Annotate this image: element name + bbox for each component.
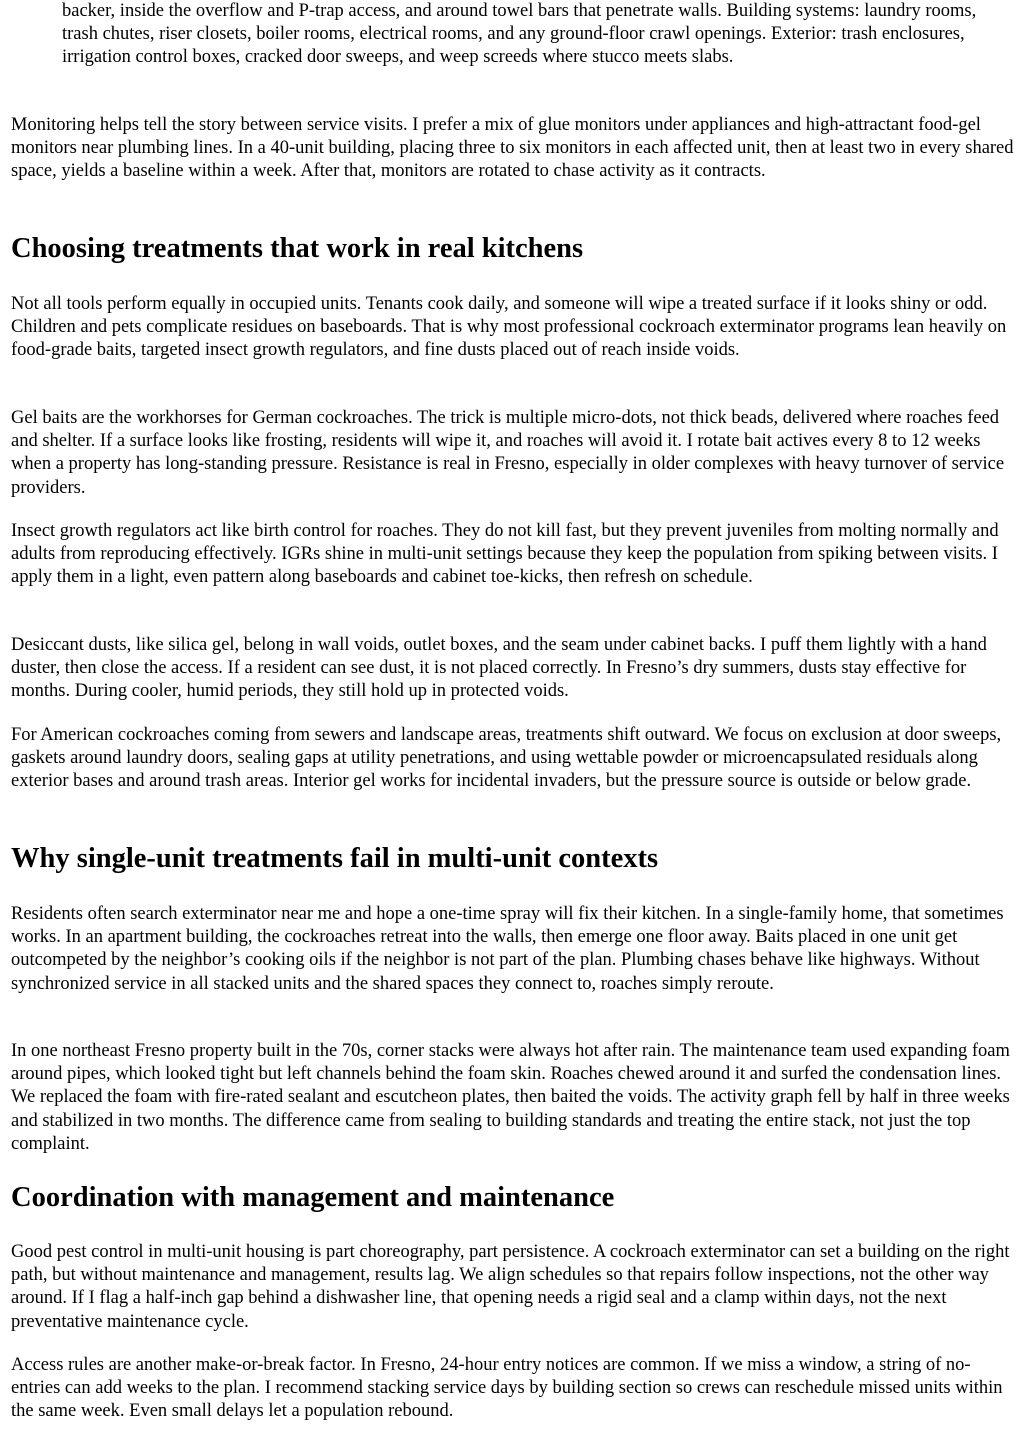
paragraph-residents-search: Residents often search exterminator near me and hope a one-time spray will fix their kitchen. In a single-family home, that sometimes works. In an apartment building, the cockroaches retreat into the walls, then emerge one floor away. Baits placed in one unit get outcompeted by the neighbor’s cooking oils if the neighbor is not part of the plan. Plumbing chases behave like highways. Without synchronized service in all stacked units and the shared spaces they connect to, roaches simply reroute. [11, 904, 1004, 994]
paragraph-monitoring: Monitoring helps tell the story between service visits. I prefer a mix of glue monitors under appliances and high-attractant food-gel monitors near plumbing lines. In a 40-unit building, placing three to six monitors in each affected unit, then at least two in every shared space, yields a baseline within a week. After that, monitors are rotated to chase activity as it contracts. [11, 115, 1014, 182]
paragraph-northeast-fresno: In one northeast Fresno property built in the 70s, corner stacks were always hot after rain. The maintenance team used expanding foam around pipes, which looked tight but left channels behind the foam skin. Roaches chewed around it and surfed the condensation lines. We replaced the foam with fire-rated sealant and escutcheon plates, then baited the voids. The activity graph fell by half in three weeks and stabilized in two months. The difference came from sealing to building standards and treating the entire stack, not just the top complaint. [11, 1041, 1010, 1154]
list-item-continuation: backer, inside the overflow and P-trap access, and around towel bars that penetrate walls. Building systems: laundry rooms, trash chutes, riser closets, boiler rooms, electrical rooms, and any ground-floor crawl openings. Exterior: trash enclosures, irrigation control boxes, cracked door sweeps, and weep screeds where stucco meets slabs. [62, 1, 977, 68]
paragraph-good-pest-control: Good pest control in multi-unit housing is part choreography, part persistence. A cockroach exterminator can set a building on the right path, but without maintenance and management, results lag. We align schedules so that repairs follow inspections, not the other way around. If I flag a half-inch gap behind a dishwasher line, that opening needs a rigid seal and a clamp within days, not the next preventative maintenance cycle. [11, 1242, 1010, 1332]
paragraph-gel-baits: Gel baits are the workhorses for German cockroaches. The trick is multiple micro-dots, not thick beads, delivered where roaches feed and shelter. If a surface looks like frosting, residents will wipe it, and roaches will avoid it. I rotate bait actives every 8 to 12 weeks when a property has long-standing pressure. Resistance is real in Fresno, especially in older complexes with heavy turnover of service providers. [11, 408, 1005, 498]
heading-coordination: Coordination with management and maintenance [11, 1182, 615, 1213]
paragraph-american-cockroaches: For American cockroaches coming from sewers and landscape areas, treatments shift outward. We focus on exclusion at door sweeps, gaskets around laundry doors, sealing gaps at utility penetrations, and using wettable powder or microencapsulated residuals along exterior bases and around trash areas. Interior gel works for incidental invaders, but the pressure source is outside or below grade. [11, 725, 1002, 792]
paragraph-desiccant-dusts: Desiccant dusts, like silica gel, belong in wall voids, outlet boxes, and the seam under cabinet backs. I puff them lightly with a hand duster, then close the access. If a resident can see dust, it is not placed correctly. In Fresno’s dry summers, dusts stay effective for months. During cooler, humid periods, they still hold up in protected voids. [11, 635, 987, 702]
heading-choosing-treatments: Choosing treatments that work in real kitchens [11, 233, 584, 264]
heading-why-single-unit: Why single-unit treatments fail in multi-unit contexts [11, 843, 659, 874]
paragraph-insect-growth-regulators: Insect growth regulators act like birth control for roaches. They do not kill fast, but they prevent juveniles from molting normally and adults from reproducing effectively. IGRs shine in multi-unit settings because they keep the population from spiking between visits. I apply them in a light, even pattern along baseboards and cabinet toe-kicks, then refresh on schedule. [11, 521, 999, 588]
paragraph-not-all-tools: Not all tools perform equally in occupied units. Tenants cook daily, and someone will wipe a treated surface if it looks shiny or odd. Children and pets complicate residues on baseboards. That is why most professional cockroach exterminator programs lean heavily on food-grade baits, targeted insect growth regulators, and fine dusts placed out of reach inside voids. [11, 294, 1007, 361]
paragraph-access-rules: Access rules are another make-or-break factor. In Fresno, 24-hour entry notices are common. If we miss a window, a string of no-entries can add weeks to the plan. I recommend stacking service days by building section so crews can reschedule missed units within the same week. Even small delays let a population rebound. [11, 1355, 1003, 1422]
